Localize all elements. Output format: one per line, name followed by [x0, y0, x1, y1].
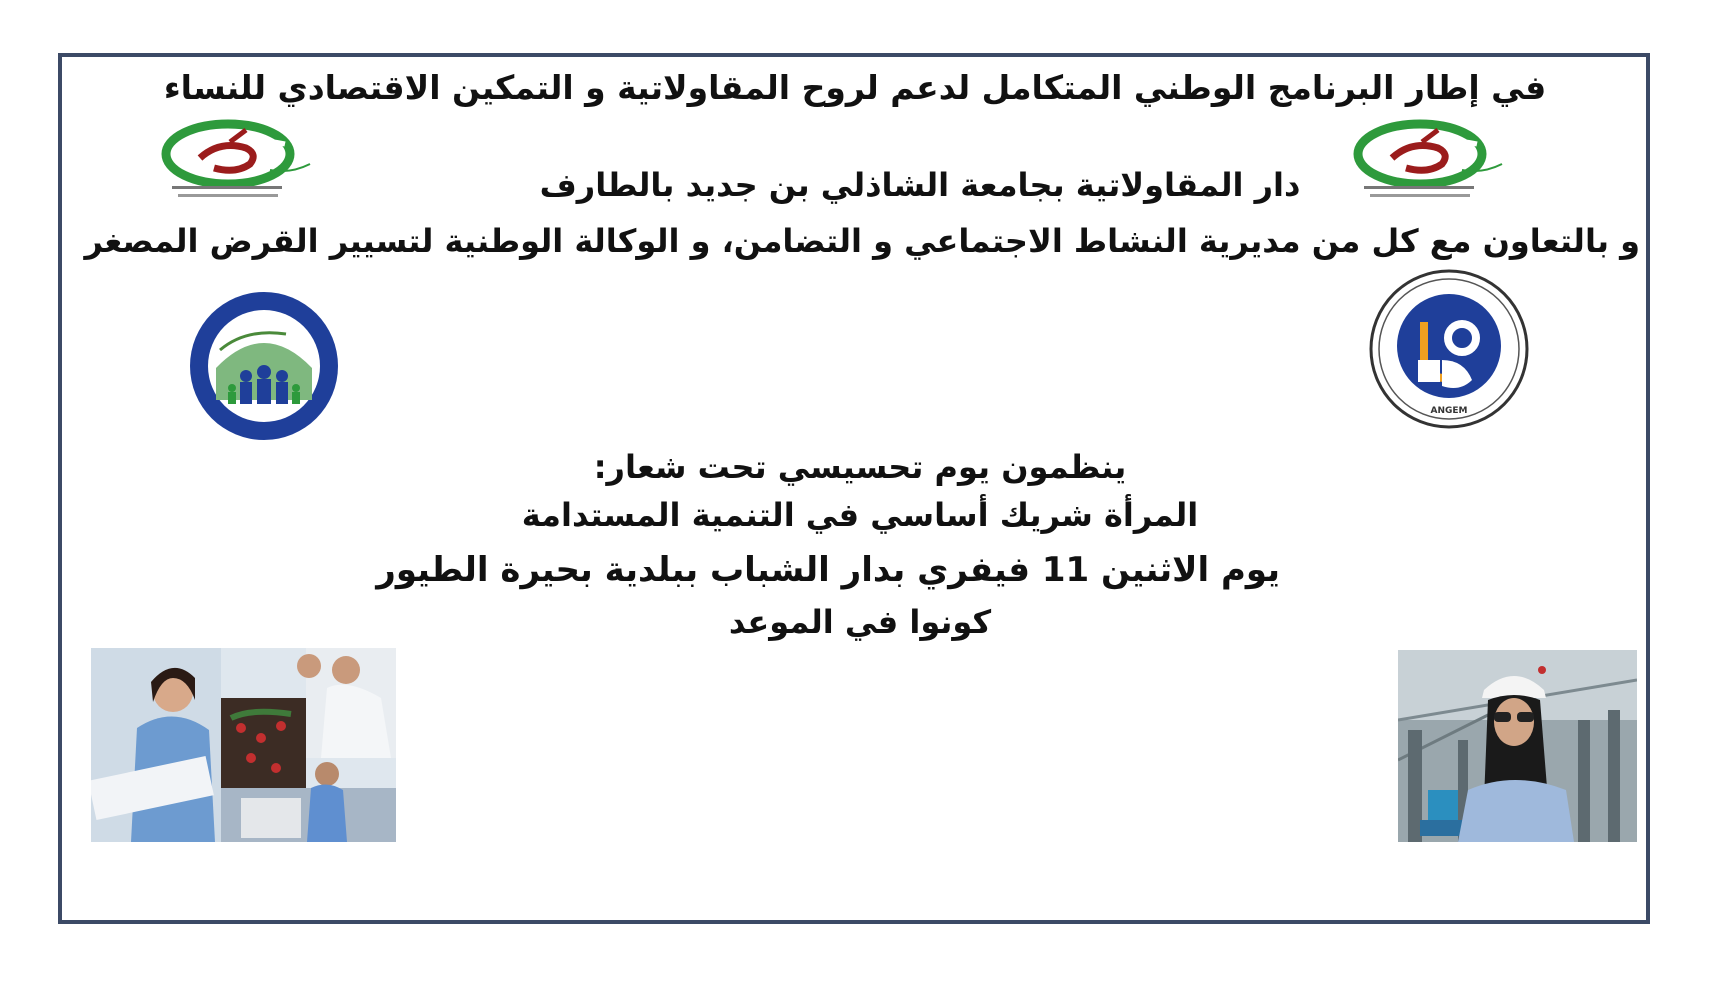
university-logo-left: [160, 112, 320, 204]
event-intro: ينظمون يوم تحسيسي تحت شعار:: [593, 448, 1127, 486]
angem-caption: ANGEM: [1430, 406, 1468, 416]
event-closing: كونوا في الموعد: [728, 603, 992, 641]
organizer-line: دار المقاولاتية بجامعة الشاذلي بن جديد بالطارف: [539, 166, 1301, 204]
partners-line: و بالتعاون مع كل من مديرية النشاط الاجتماعي و التضامن، و الوكالة الوطنية لتسيير القرض المصغر: [84, 222, 1640, 260]
event-date-place: يوم الاثنين 11 فيفري بدار الشباب ببلدية بحيرة الطيور: [376, 550, 1280, 590]
woman-engineer-photo: [1398, 650, 1637, 842]
ministry-seal-logo: [186, 288, 342, 444]
women-at-work-photo: [91, 648, 396, 842]
angem-logo: [1368, 268, 1530, 430]
university-logo-right: [1352, 112, 1512, 204]
program-heading: في إطار البرنامج الوطني المتكامل لدعم لروح المقاولاتية و التمكين الاقتصادي للنساء: [163, 68, 1547, 107]
event-slogan: المرأة شريك أساسي في التنمية المستدامة: [521, 496, 1199, 534]
